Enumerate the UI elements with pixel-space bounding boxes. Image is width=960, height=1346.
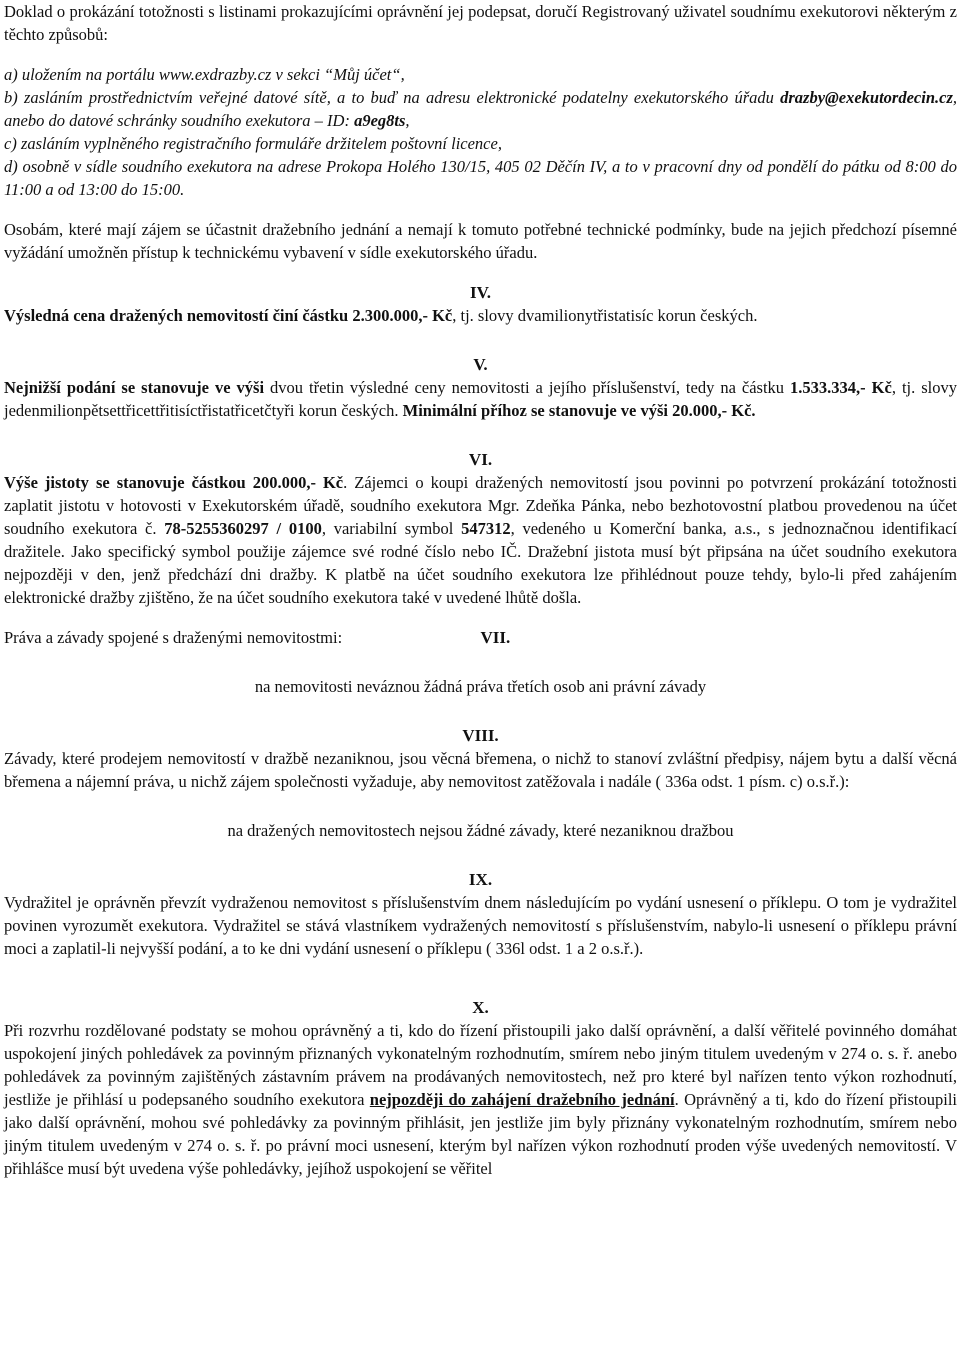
section-iv-text [4,304,957,327]
databox-id: a9eg8ts [354,111,406,130]
section-iv-bold: Výsledná cena dražených nemovitostí činí částku 2.300.000,- Kč [4,306,453,325]
section-v-text-2: , tj. slovy jedenmilionpětsettřicettřitisíctřistatřicetčtyři korun českých. [4,378,957,420]
section-heading-x: X. [472,998,489,1017]
section-heading-ix: IX. [468,870,493,889]
section-heading-viii: VIII. [462,726,499,745]
account-number: 78-5255360297 / 0100 [164,519,322,538]
delivery-methods-list [4,63,957,201]
method-b-text: b) zasláním prostřednictvím veřejné datové sítě, a to buď na adresu elektronické podatelny exekutorského úřadu [4,88,781,107]
method-b [4,86,957,132]
section-x-text-1: Při rozvrhu rozdělované podstaty se mohou oprávněný a ti, kdo do řízení přistoupili jako další oprávnění, a další věřitelé povinného domáhat uspokojení jiných pohledávek za povinným přiznaných vykonatelným rozhodnutím, smírem nebo jiným titulem uvedeným v 274 o. s. ř. anebo pohledávek za povinným zajištěných zástavním právem na prodávaných nemovitostech, než pro které byl nařízen tento výkon rozhodnutí, jestliže je přihlásí u podepsaného soudního exekutora [4,1021,957,1109]
section-heading-v: V. [473,355,488,374]
section-vii-row [4,626,957,649]
method-b-end: , [405,111,410,130]
method-a: a) uložením na portálu www.exdrazby.cz v sekci “Můj účet“, [4,65,405,84]
section-x-deadline: nejpozději do zahájení dražebního jednání [369,1090,675,1109]
section-ix-text: Vydražitel je oprávněn převzít vydraženou nemovitost s příslušenstvím dnem následujícím po vydání usnesení o příklepu. O tom je vydražitel povinen vyrozumět exekutora. Vydražitel se stává vlastníkem vydražených nemovitostí s příslušenstvím, nabylo-li usnesení o příklepu právní moci a zaplatil-li nejvyšší podání, a to ke dni vydání usnesení o příklepu ( 336l odst. 1 a 2 o.s.ř.). [4,893,957,958]
section-iv-rest: , tj. slovy dvamilionytřistatisíc korun českých. [452,306,758,325]
section-v-bold-3: Minimální příhoz se stanovuje ve výši 20.000,- Kč. [402,401,756,420]
method-c: c) zasláním vyplněného registračního formuláře držitelem poštovní licence, [4,134,502,153]
section-vi-bold-1: Výše jistoty se stanovuje částkou 200.000,- Kč [4,473,344,492]
section-v-bold-2: 1.533.334,- Kč [790,378,892,397]
section-vii-value: na nemovitosti neváznou žádná práva třetích osob ani právní závady [254,677,707,696]
section-viii-value: na dražených nemovitostech nejsou žádné závady, které nezaniknou dražbou [227,821,734,840]
section-heading-vi: VI. [468,450,493,469]
section-v-bold-1: Nejnižší podání se stanovuje ve výši [4,378,265,397]
section-v-text-1: dvou třetin výsledné ceny nemovitosti a jejího příslušenství, tedy na částku [264,378,791,397]
section-heading-iv: IV. [470,283,491,302]
section-vii-label: Práva a závady spojené s draženými nemovitostmi: [4,628,343,647]
section-x-text [4,1019,957,1180]
method-d: d) osobně v sídle soudního exekutora na adrese Prokopa Holého 130/15, 405 02 Děčín IV, a to v pracovní dny od pondělí do pátku od 8:00 do 11:00 a od 13:00 do 15:00. [4,157,957,199]
variable-symbol: 547312 [461,519,511,538]
section-vi-text-2: , variabilní symbol [321,519,462,538]
section-x-text-2: . Oprávněný a ti, kdo do řízení přistoupili jako další oprávnění, mohou své pohledávky za povinným přihlásit, jen jestliže jim byly přiznány vykonatelným rozhodnutím, smírem nebo jiným titulem uvedeným v 274 o. s. ř. po právní moci usnesení, kterým byl nařízen výkon rozhodnutí proden výše uvedených nemovitostí. V přihlášce musí být uvedena výše pohledávky, jejíhož uspokojení se věřitel [4,1090,958,1178]
persons-paragraph: Osobám, které mají zájem se účastnit dražebního jednání a nemají k tomuto potřebné technické podmínky, bude na jejich předchozí písemné vyžádání umožněn přístup k technickému vybavení v sídle exekutorského úřadu. [4,220,957,262]
method-b-text-2: , anebo do datové schránky soudního exekutora – ID: [4,88,957,130]
section-vi-text [4,471,957,609]
section-vi-text-3: , vedeného u Komerční banka, a.s., s jednoznačnou identifikací dražitele. Jako specifický symbol použije zájemce své rodné číslo nebo IČ. Dražební jistota musí být připsána na účet soudního exekutora nejpozději v den, jenž předchází dni dražby. K platbě na účet soudního exekutora lze přihlédnout pouze tehdy, bylo-li před zahájením elektronické dražby zjištěno, že na účet soudního exekutora také v uvedené lhůtě došla. [4,519,957,607]
section-heading-vii: VII. [480,628,511,647]
email-address: drazby@exekutordecin.cz [780,88,953,107]
section-v-text [4,376,957,422]
section-vi-text-1: . Zájemci o koupi dražených nemovitostí jsou povinni po potvrzení prokázání totožnosti zaplatit jistotu v hotovosti v Exekutorském úřadě, soudního exekutora Mgr. Zdeňka Pánka, nebo bezhotovostní platbou provedenou na účet soudního exekutora č. [4,473,957,538]
intro-paragraph: Doklad o prokázání totožnosti s listinami prokazujícími oprávnění jej podepsat, doručí Registrovaný uživatel soudnímu exekutorovi některým z těchto způsobů: [4,2,957,44]
section-viii-text: Závady, které prodejem nemovitostí v dražbě nezaniknou, jsou věcná břemena, o nichž to stanoví zvláštní předpisy, nájem bytu a další věcná břemena a nájemní práva, u nichž zájem společnosti vyžaduje, aby nemovitost zatěžovala i nadále ( 336a odst. 1 písm. c) o.s.ř.): [4,749,957,791]
